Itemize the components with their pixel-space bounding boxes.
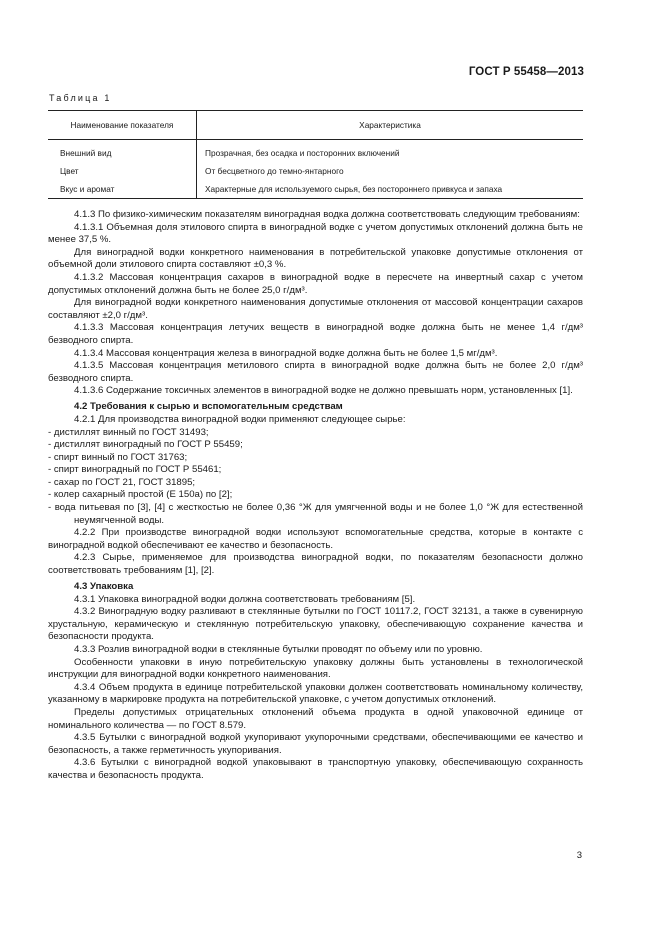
paragraph-4-1-3-6: 4.1.3.6 Содержание токсичных элементов в виноградной водке не должно превышать норм, установленных [1].: [74, 385, 573, 397]
table-cell-indicator: Цвет: [48, 162, 197, 180]
paragraph-4-3-6: 4.3.6 Бутылки с виноградной водкой упаковывают в транспортную упаковку, обеспечивающую сохранность качества и безопасность продукта.: [48, 757, 583, 781]
table-row: [48, 140, 583, 163]
table-row: [48, 180, 583, 199]
specification-table: [48, 110, 583, 199]
paragraph-4-3-3: 4.3.3 Розлив виноградной водки в стеклянные бутылки проводят по объему или по уровню.: [74, 644, 483, 655]
paragraph-4-1-3-2: 4.1.3.2 Массовая концентрация сахаров в виноградной водке в пересчете на инвертный сахар с учетом допустимых отклонений должна быть не более 25,0 г/дм³.: [48, 271, 583, 296]
table-cell-characteristic: От бесцветного до темно-янтарного: [197, 162, 584, 180]
paragraph-4-3-1: 4.3.1 Упаковка виноградной водки должна соответствовать требованиям [5].: [74, 593, 416, 605]
paragraph-4-1-3-4: 4.1.3.4 Массовая концентрация железа в виноградной водке должна быть не более 1,5 мг/дм³.: [74, 347, 498, 359]
list-item: - сахар по ГОСТ 21, ГОСТ 31895;: [48, 477, 583, 490]
list-item: - вода питьевая по [3], [4] с жесткостью не более 0,36 °Ж для умягченной воды и не более 1,0 °Ж для естественной неумягченной воды.: [48, 502, 583, 527]
paragraph-4-1-3-3: 4.1.3.3 Массовая концентрация летучих веществ в виноградной водке должна быть не менее 1,4 г/дм³ безводного спирта.: [48, 322, 583, 346]
list-item: - дистиллят винный по ГОСТ 31493;: [48, 427, 583, 440]
paragraph-4-2-3: 4.2.3 Сырье, применяемое для производства виноградной водки, по показателям безопасности должно соответствовать требованиям [1], [2].: [48, 552, 583, 577]
paragraph-packaging-special: Особенности упаковки в иную потребительскую упаковку должны быть установлены в технологической инструкции для виноградной водки конкретного наименования.: [48, 656, 583, 681]
column-header-indicator: Наименование показателя: [48, 111, 197, 140]
paragraph-sugar-tolerance: Для виноградной водки конкретного наименования допустимые отклонения от массовой концентрации сахаров составляют ±2,0 г/дм³.: [48, 297, 583, 321]
list-item: - дистиллят виноградный по ГОСТ Р 55459;: [48, 439, 583, 452]
paragraph-4-1-3: 4.1.3 По физико-химическим показателям виноградная водка должна соответствовать следующим требованиям:: [74, 209, 580, 220]
list-item: - спирт виноградный по ГОСТ Р 55461;: [48, 464, 583, 477]
paragraph-volume-limits: Пределы допустимых отрицательных отклонений объема продукта в одной упаковочной единице от номинального количества — по ГОСТ 8.579.: [48, 706, 583, 731]
list-item: - спирт винный по ГОСТ 31763;: [48, 452, 583, 465]
standard-code: ГОСТ Р 55458—2013: [468, 66, 584, 78]
table-cell-characteristic: Характерные для используемого сырья, без постороннего привкуса и запаха: [197, 180, 584, 199]
paragraph-4-1-3-5: 4.1.3.5 Массовая концентрация метилового спирта в виноградной водке должна быть не более 2,0 г/дм³ безводного спирта.: [48, 360, 583, 384]
document-body: [48, 209, 583, 783]
table-cell-indicator: Вкус и аромат: [48, 180, 197, 199]
paragraph-ethanol-tolerance: Для виноградной водки конкретного наименования в потребительской упаковке допустимые отклонения от объемной доли этилового спирта составляют ±0,3 %.: [48, 246, 583, 271]
list-item: - колер сахарный простой (Е 150а) по [2];: [48, 489, 583, 502]
section-heading-4-3: 4.3 Упаковка: [74, 580, 134, 592]
paragraph-4-2-1: 4.2.1 Для производства виноградной водки применяют следующее сырье:: [74, 413, 406, 425]
section-heading-4-2: 4.2 Требования к сырью и вспомогательным средствам: [74, 400, 343, 412]
paragraph-4-3-2: 4.3.2 Виноградную водку разливают в стеклянные бутылки по ГОСТ 10117.2, ГОСТ 32131, а также в сувенирную хрустальную, керамическую и стеклянную потребительскую упаковку, обеспечивающую сохранение качества и безопасности продукта.: [48, 606, 583, 643]
table-row: [48, 162, 583, 180]
paragraph-4-3-4: 4.3.4 Объем продукта в единице потребительской упаковки должен соответствовать номинальному количеству, указанному в маркировке продукта на потребительской упаковке, с учетом допустимых отклонений.: [48, 681, 583, 706]
table-cell-indicator: Внешний вид: [48, 140, 197, 163]
paragraph-4-2-2: 4.2.2 При производстве виноградной водки используют вспомогательные средства, которые в контакте с виноградной водкой обеспечивают ее качество и безопасность.: [48, 527, 583, 551]
page-number: 3: [576, 850, 582, 861]
paragraph-4-3-5: 4.3.5 Бутылки с виноградной водкой укупоривают укупорочными средствами, обеспечивающими ее качество и безопасность, а также герметичность укупоривания.: [48, 732, 583, 756]
column-header-characteristic: Характеристика: [197, 111, 584, 140]
paragraph-4-1-3-1: 4.1.3.1 Объемная доля этилового спирта в виноградной водке с учетом допустимых отклонений должна быть не менее 37,5 %.: [48, 221, 583, 246]
table-header-row: [48, 111, 583, 140]
table-caption: Таблица 1: [49, 93, 112, 103]
table-cell-characteristic: Прозрачная, без осадка и посторонних включений: [197, 140, 584, 163]
